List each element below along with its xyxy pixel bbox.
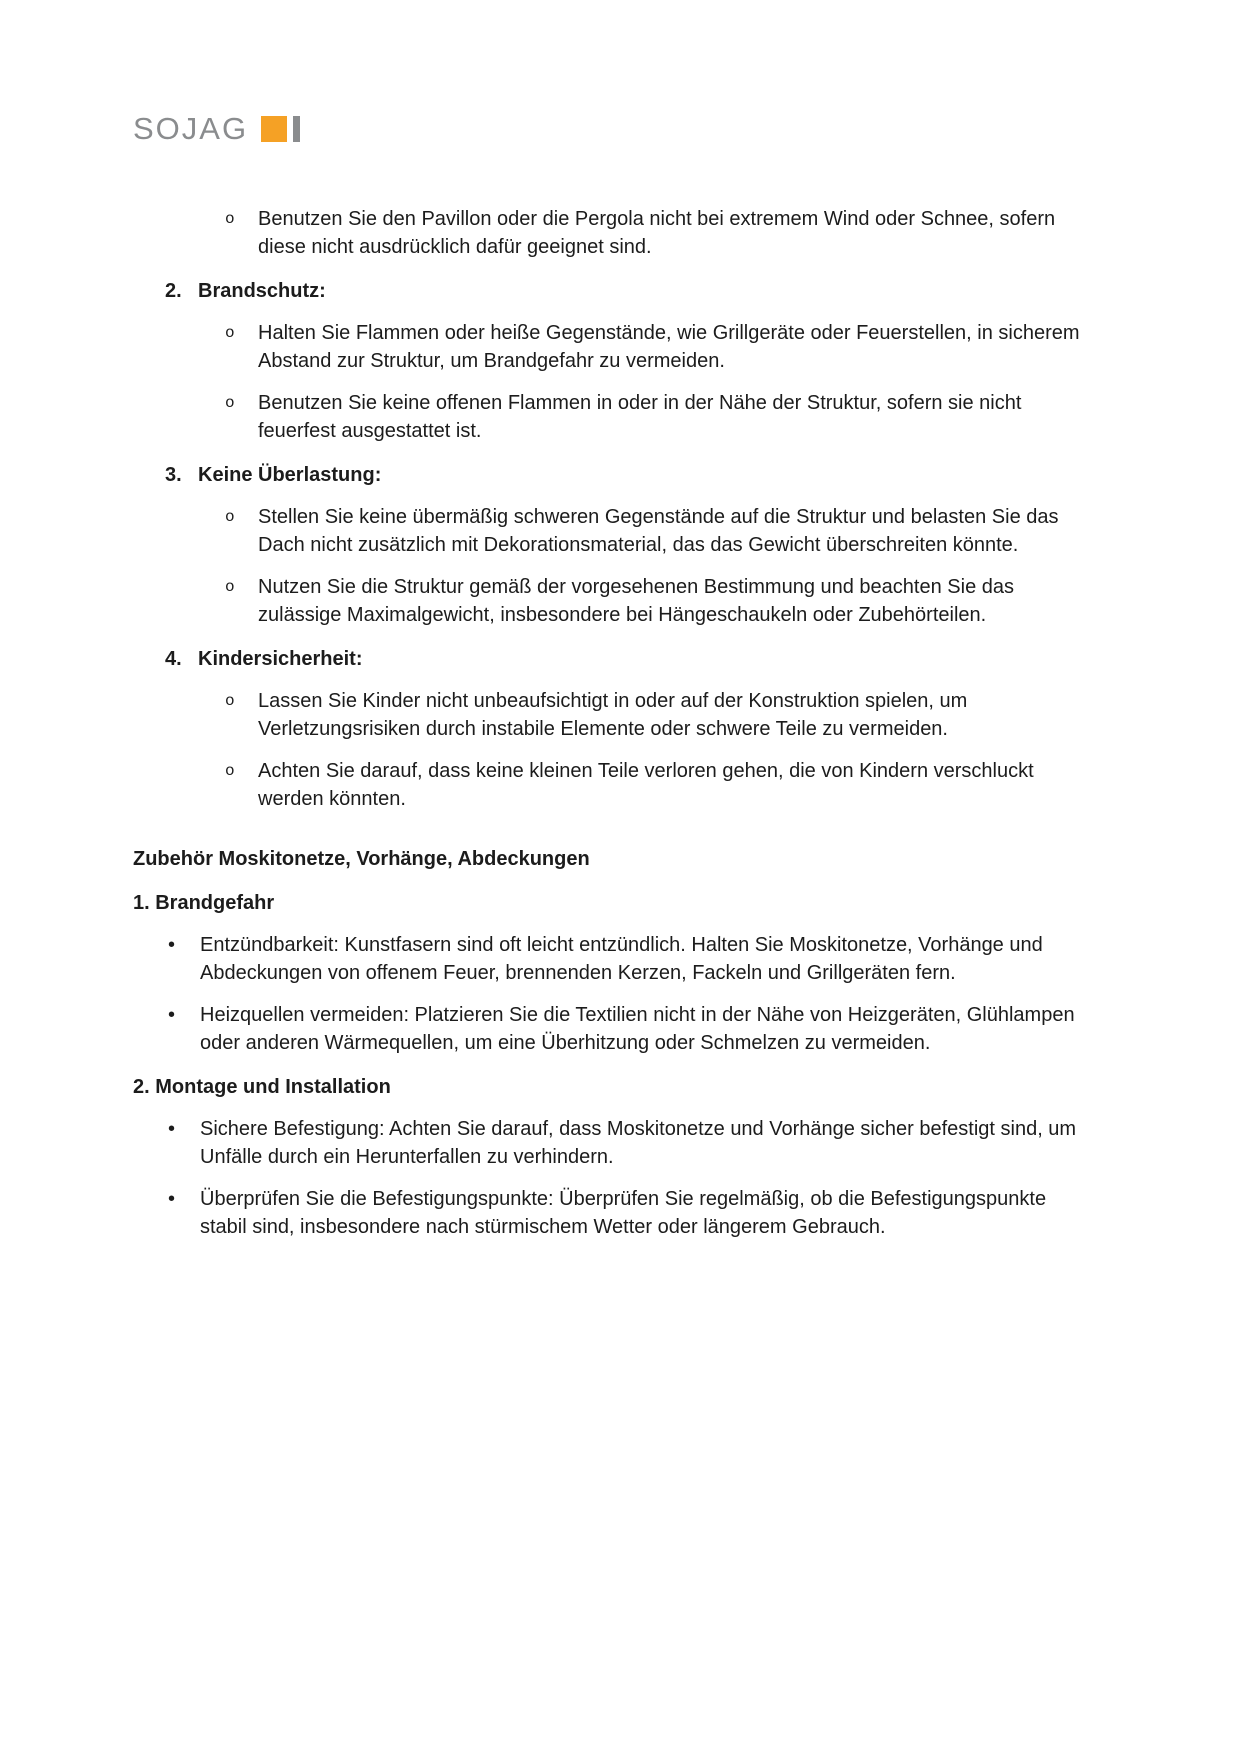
circle-bullet-marker: o bbox=[225, 324, 235, 342]
section-title: Keine Überlastung: bbox=[198, 464, 382, 486]
list-item bbox=[168, 1185, 1240, 1241]
section-heading bbox=[165, 461, 1240, 489]
disc-bullet-marker: • bbox=[168, 1188, 176, 1210]
circle-bullet-marker: o bbox=[225, 210, 235, 228]
document-body bbox=[0, 205, 1240, 1241]
bullet-text: Entzündbarkeit: Kunstfasern sind oft leicht entzündlich. Halten Sie Moskitonetze, Vorhänge und Abdeckungen von offenem Feuer, brennenden Kerzen, Fackeln und Grillgeräten fern. bbox=[200, 934, 1043, 984]
section-number: 3. bbox=[165, 464, 182, 486]
bullet-text: Überprüfen Sie die Befestigungspunkte: Überprüfen Sie regelmäßig, ob die Befestigungspunkte stabil sind, insbesondere nach stürmischem Wetter oder längerem Gebrauch. bbox=[200, 1188, 1047, 1238]
subsection-heading: 1. Brandgefahr bbox=[133, 892, 275, 914]
section-heading bbox=[165, 645, 1240, 673]
circle-bullet-marker: o bbox=[225, 394, 235, 412]
section-heading bbox=[165, 277, 1240, 305]
disc-bullet-marker: • bbox=[168, 1118, 176, 1140]
disc-bullet-marker: • bbox=[168, 934, 176, 956]
logo-bar-icon bbox=[293, 116, 300, 142]
section-number: 2. bbox=[165, 280, 182, 302]
bullet-text: Heizquellen vermeiden: Platzieren Sie die Textilien nicht in der Nähe von Heizgeräten, Glühlampen oder anderen Wärmequellen, um eine Überhitzung oder Schmelzen zu vermeiden. bbox=[200, 1004, 1075, 1054]
accessories-heading: Zubehör Moskitonetze, Vorhänge, Abdeckungen bbox=[133, 848, 590, 870]
list-item bbox=[225, 319, 1240, 375]
list-item bbox=[225, 757, 1240, 813]
circle-bullet-marker: o bbox=[225, 578, 235, 596]
list-item bbox=[225, 687, 1240, 743]
list-item bbox=[168, 1001, 1240, 1057]
circle-bullet-marker: o bbox=[225, 508, 235, 526]
section-title: Brandschutz: bbox=[198, 280, 326, 302]
section-number: 4. bbox=[165, 648, 182, 670]
bullet-text: Halten Sie Flammen oder heiße Gegenstände, wie Grillgeräte oder Feuerstellen, in sicherem Abstand zur Struktur, um Brandgefahr zu vermeiden. bbox=[258, 322, 1080, 372]
list-item bbox=[168, 1115, 1240, 1171]
circle-bullet-marker: o bbox=[225, 692, 235, 710]
bullet-text: Lassen Sie Kinder nicht unbeaufsichtigt in oder auf der Konstruktion spielen, um Verletzungsrisiken durch instabile Elemente oder schwere Teile zu vermeiden. bbox=[258, 690, 968, 740]
bullet-text: Benutzen Sie den Pavillon oder die Pergola nicht bei extremem Wind oder Schnee, sofern diese nicht ausdrücklich dafür geeignet sind. bbox=[258, 208, 1056, 258]
bullet-text: Sichere Befestigung: Achten Sie darauf, dass Moskitonetze und Vorhänge sicher befestigt sind, um Unfälle durch ein Herunterfallen zu verhindern. bbox=[200, 1118, 1077, 1168]
disc-bullet-marker: • bbox=[168, 1004, 176, 1026]
list-item bbox=[225, 503, 1240, 559]
list-item bbox=[225, 389, 1240, 445]
list-item bbox=[225, 205, 1240, 261]
list-item bbox=[168, 931, 1240, 987]
list-item bbox=[225, 573, 1240, 629]
bullet-text: Benutzen Sie keine offenen Flammen in oder in der Nähe der Struktur, sofern sie nicht feuerfest ausgestattet ist. bbox=[258, 392, 1022, 442]
section-title: Kindersicherheit: bbox=[198, 648, 363, 670]
bullet-text: Nutzen Sie die Struktur gemäß der vorgesehenen Bestimmung und beachten Sie das zulässige Maximalgewicht, insbesondere bei Hängeschaukeln oder Zubehörteilen. bbox=[258, 576, 1014, 626]
circle-bullet-marker: o bbox=[225, 762, 235, 780]
bullet-text: Achten Sie darauf, dass keine kleinen Teile verloren gehen, die von Kindern verschluckt werden könnten. bbox=[258, 760, 1034, 810]
subsection-heading: 2. Montage und Installation bbox=[133, 1076, 391, 1098]
bullet-text: Stellen Sie keine übermäßig schweren Gegenstände auf die Struktur und belasten Sie das Dach nicht zusätzlich mit Dekorationsmaterial, das das Gewicht überschreiten könnte. bbox=[258, 506, 1059, 556]
logo-text: SOJAG bbox=[133, 111, 249, 146]
logo bbox=[0, 0, 1240, 145]
logo-orange-square-icon bbox=[261, 116, 287, 142]
